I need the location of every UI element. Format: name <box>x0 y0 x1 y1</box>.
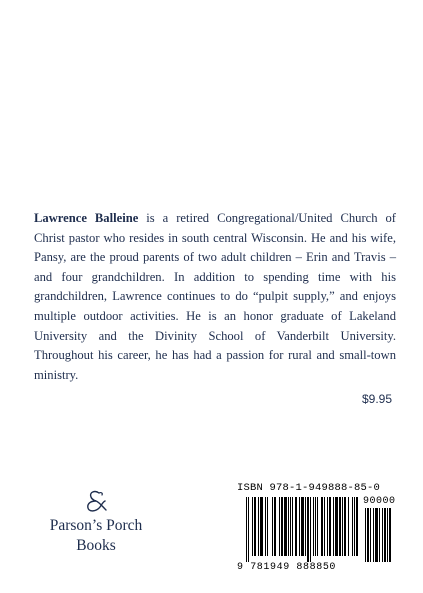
ean-barcode-bars <box>246 497 359 562</box>
barcode-bar <box>272 497 273 556</box>
barcode-bar <box>284 497 287 556</box>
barcode-bar <box>370 508 371 562</box>
barcode-bar <box>260 497 263 556</box>
barcode-bar <box>342 497 343 556</box>
barcode-bar <box>382 508 383 562</box>
addon-barcode-bars <box>365 508 397 562</box>
barcode-bar <box>299 497 300 556</box>
barcode-bar <box>348 497 349 556</box>
barcode-bar <box>315 497 316 556</box>
addon-digits: 90000 <box>363 496 396 507</box>
barcode-bar <box>248 497 249 562</box>
barcode-bar <box>254 497 256 556</box>
barcode-bar <box>352 497 353 556</box>
barcode-bar <box>387 508 388 562</box>
barcode-bar <box>295 497 297 556</box>
barcode-bar <box>339 497 341 556</box>
barcode-bar <box>265 497 266 556</box>
publisher-block <box>34 489 158 556</box>
barcode-bar <box>324 497 325 556</box>
barcode-bar <box>246 497 247 562</box>
barcode-bar <box>279 497 280 556</box>
isbn-label: ISBN 978-1-949888-85-0 <box>237 482 381 494</box>
barcode-bar <box>379 508 380 562</box>
isbn-barcode <box>237 482 398 575</box>
barcode-bar <box>327 497 328 556</box>
author-bio <box>34 209 396 385</box>
barcode-bar <box>292 497 293 556</box>
barcode-bar <box>313 497 314 556</box>
barcode-bar <box>307 497 309 562</box>
barcode-bar <box>354 497 355 556</box>
barcode-bar <box>321 497 323 556</box>
ampersand-logo-icon <box>83 489 109 513</box>
barcode-bar <box>373 508 374 562</box>
price-label: $9.95 <box>361 392 392 406</box>
author-bio-text: is a retired Congregational/United Church of Christ pastor who resides in south central Wisconsin. He and his wife, Pansy, are the proud parents of two adult children – Erin and Travis – and four grandchildren. In addition to spending time with his grandchildren, Lawrence continues to do “pulpit supply,” and enjoys multiple outdoor activities. He is an honor graduate of Lakeland University and the Divinity School of Vanderbilt University. Throughout his career, he has had a passion for rural and small-town ministry. <box>34 211 397 382</box>
publisher-name-line2: Books <box>76 537 116 554</box>
barcode-bar <box>356 497 358 556</box>
barcode-bar <box>290 497 291 556</box>
barcode-bar <box>375 508 378 562</box>
barcode-bar <box>301 497 304 556</box>
barcode-bar <box>317 497 318 556</box>
barcode-bar <box>365 508 366 562</box>
barcode-bar <box>367 508 369 562</box>
barcode-bar <box>333 497 334 556</box>
barcode-bar <box>281 497 283 556</box>
barcode-bar <box>252 497 253 556</box>
ean-digits: 9 781949 888850 <box>237 562 337 573</box>
publisher-name-line1: Parson’s Porch <box>49 517 143 534</box>
author-name: Lawrence Balleine <box>34 211 139 225</box>
barcode-bar <box>258 497 259 556</box>
barcode-bar <box>310 497 311 562</box>
barcode-bar <box>274 497 276 556</box>
barcode-bar <box>288 497 289 556</box>
barcode-bar <box>267 497 268 556</box>
barcode-bar <box>329 497 331 556</box>
barcode-bar <box>335 497 338 556</box>
barcode-bar <box>305 497 306 556</box>
barcode-bar <box>389 508 391 562</box>
barcode-bar <box>384 508 386 562</box>
barcode-bar <box>344 497 346 556</box>
